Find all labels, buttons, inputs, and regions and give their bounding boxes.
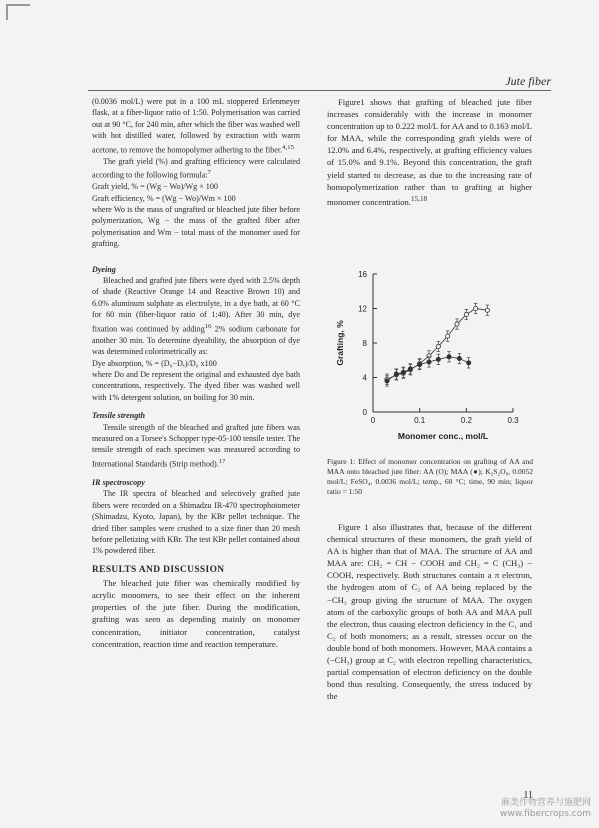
right-column-top	[327, 96, 532, 208]
structure-paragraph: Figure 1 also illustrates that, because of the different chemical structures of these monomers, the graft yield of AA is higher than that of MAA. The structure of AA and MAA are: CH₂ = CH − COOH and CH₂ = C (CH₃) − COOH, respectively. Both structures contain a π electron, the hydrogen atom of C₂ of AA being replaced by the −CH₃ group giving the structure of MAA. The oxygen atom of the carboxylic groups of both AA and MAA pull the electron, thus causing electron deficiency in the C₁ and C₂ of both monomers; as a result, stresses occur on the double bond of both monomers. However, MAA contains a (−CH₃) group at C₂ with electron repelling characteristics, partial compensation of electron deficiency on the double bond thus resulting. Consequently, the stress induced by the	[327, 522, 532, 702]
y-tick-label: 0	[362, 408, 367, 417]
y-tick-label: 16	[358, 270, 367, 279]
formula-dye-absorption: Dye absorption, % = (D₀−Dₑ)/D₀ x100	[92, 358, 217, 368]
data-point	[447, 355, 451, 359]
section-heading-ir: IR spectroscopy	[92, 477, 145, 487]
page-number: 11	[523, 790, 533, 801]
site-watermark: 麻类作物营养与施肥网 www.fibercrops.com	[500, 798, 591, 819]
data-point	[394, 372, 398, 376]
results-paragraph: The bleached jute fiber was chemically modified by acrylic monomers, to see their effect on the inherent properties of the jute fiber. During the modification, grafting was seen as depending mainly on monomer concentration, initiator concentration, catalyst concentration, reaction time and reaction temperature.	[92, 578, 300, 649]
y-tick-label: 8	[362, 339, 367, 348]
header-rule	[88, 90, 551, 91]
y-tick-label: 12	[358, 304, 367, 314]
section-heading-dyeing: Dyeing	[92, 264, 116, 274]
formula-graft-efficiency: Graft efficiency, % = (Wg − Wo)/Wm × 100	[92, 193, 236, 203]
chart-marks	[385, 303, 490, 386]
x-axis-label: Monomer conc., mol/L	[397, 431, 489, 441]
reference-superscript: 4,15	[282, 143, 294, 151]
data-point	[418, 362, 422, 366]
data-point	[408, 367, 412, 371]
data-point	[464, 312, 468, 316]
data-point	[436, 344, 440, 348]
data-point	[401, 370, 405, 374]
reference-superscript: 15,18	[411, 194, 428, 203]
formula-graft-yield: Graft yield, % = (Wg − Wo)/Wg × 100	[92, 182, 218, 192]
scan-corner-mark	[6, 4, 30, 20]
figure1-paragraph: Figure1 shows that grafting of bleached jute fiber increases considerably with the increase in monomer concentration up to 0.222 mol/L for AA and to 0.163 mol/L for MAA, while the corresponding graft yields were of 12.0% and 6.4%, respectively, at grafting efficiency values of 15.0% and 9.1%. Beyond this concentration, the graft yield started to decrease, as due to the increasing rate of homopolymerization rather than to grafting at higher monomer concentration.$^{15,18}$	[327, 97, 532, 207]
section-heading-tensile: Tensile strength	[92, 411, 145, 421]
graft-paragraph: The graft yield (%) and grafting efficiency were calculated according to the following formula:$^7$	[92, 156, 300, 180]
running-header: Jute fiber	[505, 74, 551, 88]
data-point	[467, 361, 471, 365]
reference-superscript: 17	[218, 457, 226, 465]
reference-superscript: 7	[207, 169, 211, 177]
x-tick-label: 0.2	[460, 416, 472, 425]
data-point	[474, 306, 478, 310]
data-point	[436, 357, 440, 361]
tensile-paragraph: Tensile strength of the bleached and grafted jute fibers was measured on a Torsee's Schopper type-05-100 tensile tester. The tensile strength of each specimen was measured according to International Standards (Strip method).$^{17}$	[92, 422, 300, 469]
ir-paragraph: The IR spectra of bleached and selectively grafted jute fibers were recorded on a Shimadzu IR-470 spectrophotometer (Shimadzu, Kyoto, Japan), by the KBr pellet technique. The dried fiber samples were crushed to a size finer than 20 mesh before pelletizing with KBr. The test KBr pellet contained about 1% powdered fiber.	[92, 489, 300, 556]
reference-superscript: 16	[204, 322, 212, 330]
data-point	[485, 308, 489, 312]
x-tick-label: 0	[370, 416, 376, 425]
left-column	[92, 96, 300, 650]
dye-where-paragraph: where Do and De represent the original and exhausted dye bath concentrations, respectively. The dyed fiber was washed well with 1% detergent solution, on boiling for 30 min.	[92, 370, 300, 402]
where-paragraph: where Wo is the mass of ungrafted or bleached jute fiber before polymerization, Wg − the mass of the grafted fiber after polymerisation and Wm − total mass of the monomer used for grafting.	[92, 205, 300, 249]
x-tick-label: 0.1	[414, 416, 426, 425]
intro-paragraph: (0.0036 mol/L) were put in a 100 mL stoppered Erlenmeyer flask, at a fiber-liquor ratio of 1:50. Polymerisation was carried out at 90 °C, for 240 min, after which the fiber was washed well with hot distilled water, followed by extraction with warm acetone, to remove the homopolymer adhering to the fiber.$^{4,15}$	[92, 97, 300, 155]
data-point	[455, 322, 459, 326]
data-point	[385, 379, 389, 383]
figure-caption: Figure 1: Effect of monomer concentration on grafting of AA and MAA onto bleached jute fiber: AA (O); MAA (●); K₂S₂O₈, 0.0052 mol/L; FeSO₄, 0.0036 mol/L; temp., 60 °C; time, 90 min; liquor ratio = 1:50	[327, 457, 533, 497]
series-line-1	[387, 309, 487, 380]
dyeing-paragraph: Bleached and grafted jute fibers were dyed with 2.5% depth of shade (Reactive Orange 14 and Reactive Brown 10) and 6.0% aluminum sulphate as electrolyte, in a dye bath, at 60 °C for 60 min (fiber-liquor ratio of 1:40). After 30 min, dye fixation was continued by adding$^{16}$ 2% sodium carbonate for another 30 min. To determine dyeability, the absorption of dye was determined colorimetrically as:	[92, 276, 300, 357]
data-point	[446, 334, 450, 338]
grafting-chart	[327, 268, 537, 448]
right-column-bottom	[327, 521, 532, 702]
data-point	[457, 356, 461, 360]
y-axis-label: Grafting, %	[335, 320, 345, 366]
figure-1	[327, 268, 537, 448]
y-tick-label: 4	[362, 373, 367, 383]
x-tick-label: 0.3	[507, 416, 519, 425]
data-point	[427, 360, 431, 364]
section-heading-results: RESULTS AND DISCUSSION	[92, 564, 225, 575]
